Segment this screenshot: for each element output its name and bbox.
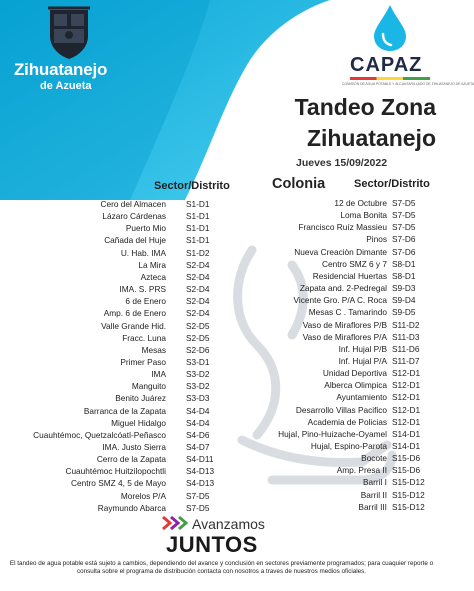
left-colonia-cell: IMA. S. PRS [119,284,166,294]
title-line2: Zihuatanejo [306,125,436,151]
right-colonia-cell: Ayuntamiento [336,392,387,402]
left-sector-cell: S4-D4 [186,418,210,428]
left-colonia-cell: IMA [151,369,166,379]
right-colonia-cell: Vaso de Miraflores P/B [302,320,387,330]
branding-line2: JUNTOS [166,532,258,557]
left-colonia-cell: Fracc. Luna [122,333,166,343]
left-sector-cell: S2-D6 [186,345,210,355]
left-sector-cell: S4-D13 [186,466,215,476]
right-colonia-cell: Centro SMZ 6 y 7 [321,259,387,269]
left-sector-cell: S1-D1 [186,235,210,245]
right-colonia-cell: Pinos [366,234,387,244]
branding-line1: Avanzamos [192,516,265,532]
left-colonia-cell: Azteca [140,272,166,282]
municipal-logo [8,6,128,98]
right-sector-cell: S12-D1 [392,405,421,415]
left-sector-cell: S2-D5 [186,333,210,343]
right-sector-cell: S11-D6 [392,344,420,354]
left-sector-cell: S2-D4 [186,308,210,318]
right-sector-cell: S15-D6 [392,453,421,463]
right-sector-cell: S11-D3 [392,332,420,342]
right-sector-cell: S14-D1 [392,441,421,451]
left-sector-cell: S7-D5 [186,503,210,513]
right-sector-cell: S15-D6 [392,465,421,475]
left-sector-cell: S3-D2 [186,369,210,379]
right-colonia-cell: Inf. Hujal P/A [338,356,387,366]
left-sector-cell: S3-D1 [186,357,210,367]
left-sector-cell: S2-D4 [186,272,210,282]
right-colonia-cell: 12 de Octubre [334,198,387,208]
crest-icon [46,6,92,60]
right-sector-cell: S7-D5 [392,210,416,220]
left-colonia-cell: Cerro de la Zapata [96,454,166,464]
right-colonia-cell: Amp. Presa II [336,465,387,475]
header-sector-right: Sector/Distrito [354,178,430,190]
left-sector-cell: S2-D5 [186,321,210,331]
left-sector-cell: S4-D7 [186,442,210,452]
left-colonia-cell: Manguito [131,381,166,391]
left-colonia-cell: Miguel Hidalgo [111,418,166,428]
left-colonia-cell: Valle Grande Hid. [101,321,166,331]
header-colonia: Colonia [272,176,326,192]
city-subtitle: de Azueta [40,80,92,92]
right-sector-cell: S15-D12 [392,502,425,512]
left-sector-cell: S4-D13 [186,478,215,488]
org-subtitle: COMISIÓN DE AGUA POTABLE Y ALCANTARILLADO DE ZIHUATANEJO DE AZUETA [342,82,474,86]
right-sector-cell: S15-D12 [392,477,425,487]
left-colonia-cell: Raymundo Abarca [97,503,166,513]
left-colonia-cell: Cero del Almacen [100,199,166,209]
left-sector-cell: S2-D4 [186,296,210,306]
right-sector-cell: S8-D1 [392,271,416,281]
left-colonia-cell: Lázaro Cárdenas [102,211,166,221]
right-colonia-cell: Barril II [360,490,387,500]
left-colonia-cell: Cuauhtémoc Huitzilopochtli [65,466,166,476]
right-sector-cell: S9-D4 [392,295,416,305]
footer-disclaimer: El tandeo de agua potable está sujeto a cambios, dependiendo del avance y conclusión en sectores previamente programados; para cuaquier reporte o consulta sobre el programa de distribución contacta con nosotros a traves de nuestros medios oficiales. [9,560,434,575]
right-colonia-cell: Hujal, Pino-Huizache-Oyamel [278,429,387,439]
left-sector-cell: S4-D11 [186,454,214,464]
left-sector-cell: S1-D2 [186,248,210,258]
right-sector-cell: S12-D1 [392,368,421,378]
left-colonia-cell: IMA. Justo Sierra [102,442,166,452]
chevron-icon [178,516,188,530]
right-sector-cell: S12-D1 [392,380,421,390]
left-sector-cell: S3-D3 [186,393,210,403]
left-sector-cell: S4-D4 [186,406,210,416]
right-colonia-cell: Mesas C . Tamarindo [308,307,387,317]
left-colonia-cell: Cañada del Huje [104,235,166,245]
city-name: Zihuatanejo [14,60,108,79]
right-colonia-cell: Hujal, Espino-Parota [310,441,387,451]
right-colonia-cell: Unidad Deportiva [322,368,387,378]
left-sector-cell: S7-D5 [186,491,210,501]
left-sector-cell: S2-D4 [186,284,210,294]
right-colonia-cell: Vicente Gro. P/A C. Roca [293,295,387,305]
org-name: CAPAZ [350,54,423,76]
right-colonia-cell: Zapata and. 2-Pedregal [299,283,387,293]
page-title [258,92,436,154]
right-colonia-cell: Barril III [358,502,387,512]
right-colonia-cell: Desarrollo Villas Pacifico [295,405,387,415]
right-colonia-cell: Inf. Hujal P/B [338,344,387,354]
right-colonia-cell: Nueva Creaciòn Dimante [294,247,387,257]
left-colonia-cell: 6 de Enero [125,296,166,306]
left-sector-cell: S1-D1 [186,223,210,233]
left-sector-cell: S2-D4 [186,260,210,270]
left-colonia-cell: La Mira [138,260,166,270]
left-colonia-cell: Puerto Mio [125,223,166,233]
right-sector-cell: S14-D1 [392,429,421,439]
right-colonia-cell: Bocote [361,453,387,463]
right-colonia-cell: Vaso de Miraflores P/A [302,332,387,342]
title-line1: Tandeo Zona [294,94,436,120]
left-colonia-cell: Mesas [141,345,166,355]
org-stripe [350,77,430,80]
right-sector-cell: S9-D3 [392,283,416,293]
right-sector-cell: S9-D5 [392,307,416,317]
right-colonia-cell: Academia de Policias [307,417,387,427]
right-sector-cell: S7-D5 [392,222,416,232]
right-sector-cell: S11-D7 [392,356,420,366]
left-colonia-cell: Amp. 6 de Enero [103,308,166,318]
left-colonia-cell: Benito Juárez [115,393,166,403]
water-drop-icon [372,4,408,52]
left-colonia-cell: Morelos P/A [120,491,166,501]
right-sector-cell: S7-D6 [392,234,416,244]
left-sector-cell: S4-D6 [186,430,210,440]
left-colonia-cell: Barranca de la Zapata [83,406,166,416]
left-sector-cell: S3-D2 [186,381,210,391]
right-sector-cell: S15-D12 [392,490,425,500]
right-sector-cell: S7-D5 [392,198,416,208]
right-sector-cell: S12-D1 [392,392,421,402]
header-sector-left: Sector/Distrito [154,180,230,192]
right-sector-cell: S7-D6 [392,247,416,257]
right-sector-cell: S12-D1 [392,417,421,427]
right-colonia-cell: Loma Bonita [340,210,387,220]
left-sector-cell: S1-D1 [186,211,210,221]
right-sector-cell: S8-D1 [392,259,416,269]
right-colonia-cell: Residencial Huertas [312,271,387,281]
right-sector-cell: S11-D2 [392,320,420,330]
left-colonia-cell: Cuauhtémoc, Quetzalcóatl-Peñasco [33,430,166,440]
schedule-date: Jueves 15/09/2022 [296,157,388,169]
left-colonia-cell: Primer Paso [120,357,166,367]
right-colonia-cell: Alberca Olimpica [324,380,387,390]
capaz-logo [338,4,474,90]
right-colonia-cell: Barril I [363,477,387,487]
left-sector-cell: S1-D1 [186,199,210,209]
right-colonia-cell: Francisco Ruíz Massieu [298,222,387,232]
left-colonia-cell: Centro SMZ 4, 5 de Mayo [71,478,166,488]
left-colonia-cell: U. Hab. IMA [120,248,166,258]
